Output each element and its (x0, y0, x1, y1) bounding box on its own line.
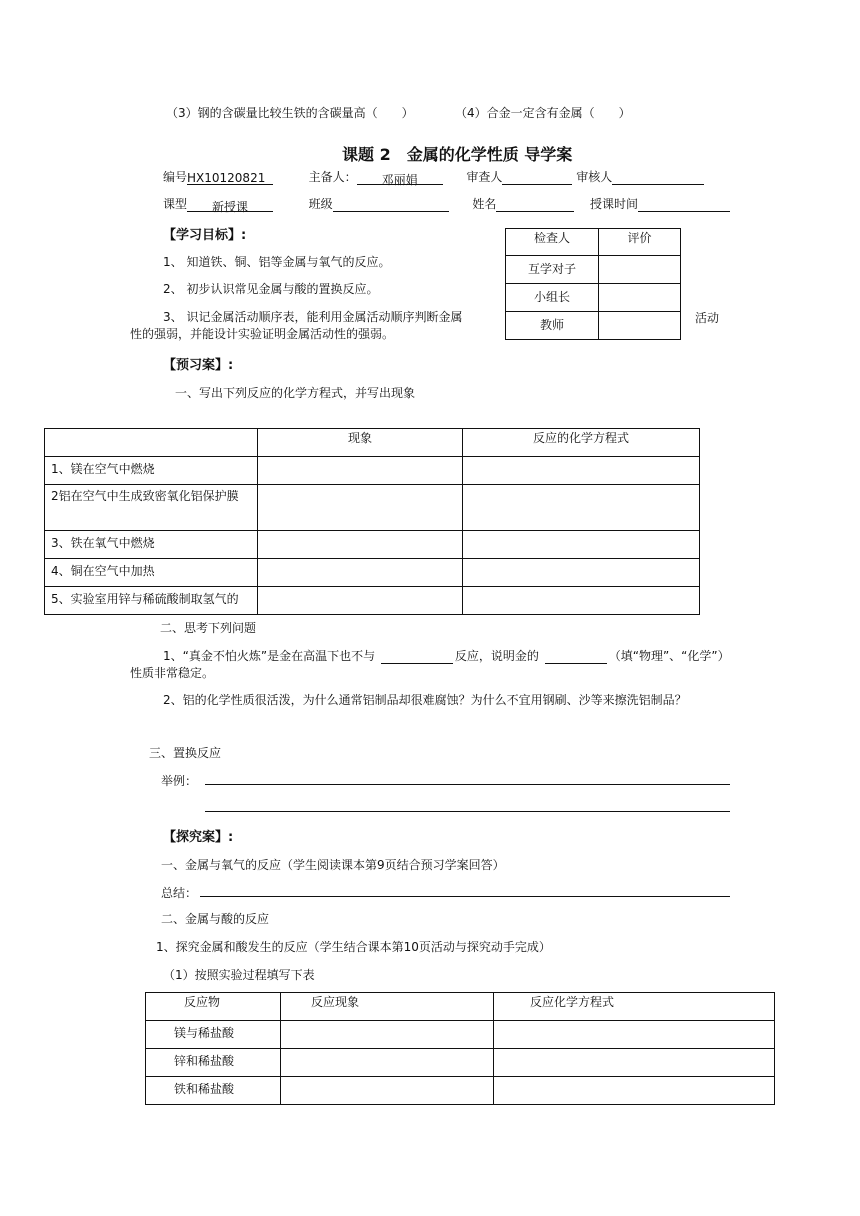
reviewer-label: 审查人 (466, 170, 503, 184)
acid-phenomenon-cell[interactable] (281, 1077, 494, 1105)
summary-answer-line[interactable] (200, 896, 730, 897)
acid-row-label: 镁与稀盐酸 (146, 1021, 281, 1049)
explore-p2-1-1: （1）按照实验过程填写下表 (163, 968, 315, 982)
checker-label: 审核人 (576, 170, 613, 184)
objective-trailing-word: 活动 (695, 311, 720, 325)
acid-row-label: 铁和稀盐酸 (146, 1077, 281, 1105)
reaction-equation-cell[interactable] (463, 559, 700, 587)
reviewer-blank[interactable] (502, 171, 572, 185)
acid-equation-cell[interactable] (494, 1021, 775, 1049)
checker-blank[interactable] (612, 171, 704, 185)
preparer-value: 邓丽娟 (357, 171, 443, 185)
preview-q2: 二、思考下列问题 (160, 621, 257, 635)
preview-q1: 一、写出下列反应的化学方程式，并写出现象 (175, 386, 416, 400)
objective-3a: 3、 识记金属活动顺序表，能利用金属活动顺序判断金属 (163, 310, 463, 324)
reaction-equation-cell[interactable] (463, 587, 700, 615)
code-value: HX10120821 (187, 171, 273, 185)
reaction-header-phenomenon: 现象 (258, 429, 463, 457)
eval-header-checker: 检查人 (506, 229, 599, 256)
preview-q2-1: 1、“真金不怕火炼”是金在高温下也不与 反应，说明金的 （填“物理”、“化学”） (163, 649, 730, 663)
class-label: 班级 (308, 197, 333, 211)
reaction-row-label: 4、铜在空气中加热 (45, 559, 258, 587)
type-label: 课型 (163, 197, 188, 211)
top-item-3: （3）钢的含碳量比较生铁的含碳量高（ ） (166, 106, 414, 120)
reaction-row-label: 1、镁在空气中燃烧 (45, 457, 258, 485)
acid-header-phenomenon: 反应现象 (281, 993, 494, 1021)
acid-phenomenon-cell[interactable] (281, 1049, 494, 1077)
fill-blank-property[interactable] (545, 650, 607, 664)
acid-reaction-table (145, 992, 775, 1105)
acid-row-label: 锌和稀盐酸 (146, 1049, 281, 1077)
eval-row-cell[interactable] (599, 256, 681, 284)
reaction-header-blank (45, 429, 258, 457)
acid-equation-cell[interactable] (494, 1077, 775, 1105)
time-blank[interactable] (638, 198, 730, 212)
time-label: 授课时间 (590, 197, 639, 211)
acid-phenomenon-cell[interactable] (281, 1021, 494, 1049)
eval-row-cell[interactable] (599, 284, 681, 312)
objective-3b: 性的强弱，并能设计实验证明金属活动性的强弱。 (130, 327, 395, 341)
type-value: 新授课 (187, 198, 273, 212)
summary-label: 总结： (161, 886, 198, 900)
code-label: 编号 (163, 170, 188, 184)
reaction-equation-cell[interactable] (463, 457, 700, 485)
explore-p2-1: 1、探究金属和酸发生的反应（学生结合课本第10页活动与探究动手完成） (156, 940, 551, 954)
reaction-equation-cell[interactable] (463, 485, 700, 531)
preview-heading: 【预习案】: (163, 358, 234, 373)
evaluation-table (505, 228, 681, 340)
objective-1: 1、 知道铁、铜、铝等金属与氧气的反应。 (163, 255, 391, 269)
preview-q2-2: 2、铝的化学性质很活泼，为什么通常铝制品却很难腐蚀？为什么不宜用钢刷、沙等来擦洗铝制品？ (163, 693, 687, 707)
class-blank[interactable] (333, 198, 449, 212)
top-item-4: （4）合金一定含有金属（ ） (455, 106, 631, 120)
page-title: 课题 2 金属的化学性质 导学案 (342, 145, 573, 164)
reaction-phenomenon-cell[interactable] (258, 457, 463, 485)
eval-row-cell[interactable] (599, 312, 681, 340)
eval-row-label: 教师 (506, 312, 599, 340)
example-answer-line-1[interactable] (205, 784, 730, 785)
explore-heading: 【探究案】: (163, 830, 234, 845)
reaction-row-label: 3、铁在氧气中燃烧 (45, 531, 258, 559)
meta-line-2 (163, 195, 730, 212)
eval-header-rating: 评价 (599, 229, 681, 256)
reaction-phenomenon-cell[interactable] (258, 587, 463, 615)
reaction-phenomenon-cell[interactable] (258, 559, 463, 587)
fill-blank-reactant[interactable] (381, 650, 453, 664)
acid-header-equation: 反应化学方程式 (494, 993, 775, 1021)
example-answer-line-2[interactable] (205, 811, 730, 812)
reaction-phenomenon-cell[interactable] (258, 531, 463, 559)
explore-p1: 一、金属与氧气的反应（学生阅读课本第9页结合预习学案回答） (161, 858, 505, 872)
acid-header-reactant: 反应物 (146, 993, 281, 1021)
reaction-table (44, 428, 700, 615)
eval-row-label: 小组长 (506, 284, 599, 312)
reaction-header-equation: 反应的化学方程式 (463, 429, 700, 457)
meta-line-1 (163, 168, 704, 185)
preview-q3: 三、置换反应 (149, 746, 222, 760)
objective-2: 2、 初步认识常见金属与酸的置换反应。 (163, 282, 379, 296)
name-blank[interactable] (496, 198, 574, 212)
objectives-heading: 【学习目标】: (163, 228, 247, 243)
reaction-row-label: 5、实验室用锌与稀硫酸制取氢气的 (45, 587, 258, 615)
explore-p2: 二、金属与酸的反应 (161, 912, 270, 926)
eval-row-label: 互学对子 (506, 256, 599, 284)
name-label: 姓名 (472, 197, 497, 211)
preparer-label: 主备人： (308, 170, 357, 184)
example-label: 举例： (161, 774, 198, 788)
acid-equation-cell[interactable] (494, 1049, 775, 1077)
reaction-row-label: 2铝在空气中生成致密氧化铝保护膜 (45, 485, 258, 531)
reaction-equation-cell[interactable] (463, 531, 700, 559)
preview-q2-1-cont: 性质非常稳定。 (130, 666, 215, 680)
reaction-phenomenon-cell[interactable] (258, 485, 463, 531)
